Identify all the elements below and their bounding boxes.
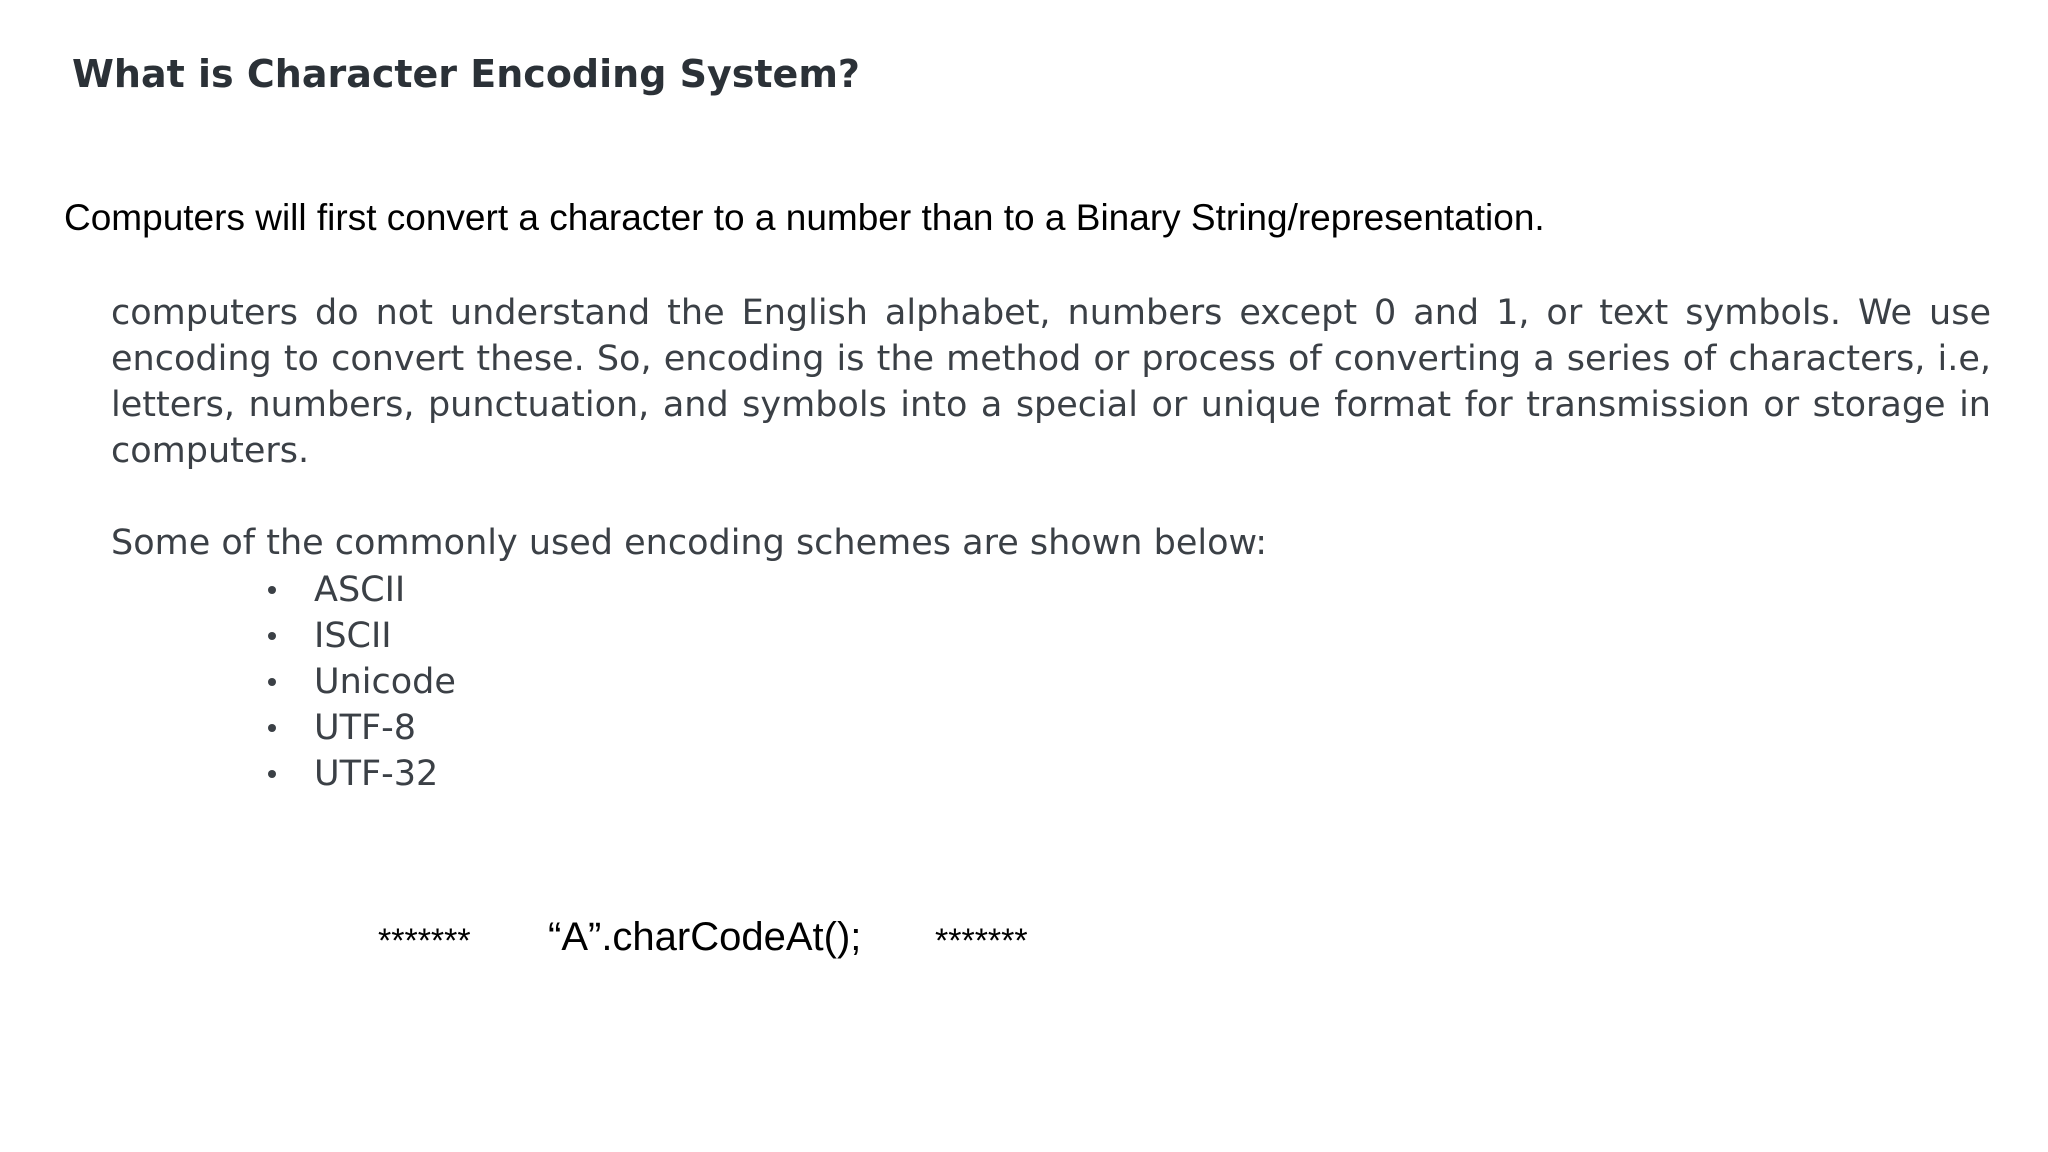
list-item <box>260 567 456 613</box>
list-item <box>260 613 456 659</box>
bullet-icon <box>268 678 276 686</box>
bullet-icon <box>268 724 276 732</box>
list-item <box>260 705 456 751</box>
scheme-label: ASCII <box>314 570 406 610</box>
code-snippet: “A”.charCodeAt(); <box>548 915 862 959</box>
encoding-description: computers do not understand the English alphabet, numbers except 0 and 1, or text symbols. We use encoding to convert these. So, encoding is the method or process of converting a series of characters, i.e, letters, numbers, punctuation, and symbols into a special or unique format for transmission or storage in computers. <box>111 293 1991 471</box>
bullet-icon <box>268 632 276 640</box>
intro-sentence: Computers will first convert a character to a number than to a Binary String/representation. <box>64 197 1545 238</box>
bullet-icon <box>268 770 276 778</box>
list-item <box>260 751 456 797</box>
scheme-label: Unicode <box>314 662 456 702</box>
stars-left: ******* <box>378 922 471 960</box>
schemes-intro: Some of the commonly used encoding schemes are shown below: <box>111 523 1268 563</box>
encoding-schemes-list <box>260 567 456 797</box>
scheme-label: UTF-8 <box>314 708 417 748</box>
stars-right: ******* <box>935 922 1028 960</box>
bullet-icon <box>268 586 276 594</box>
scheme-label: ISCII <box>314 616 392 656</box>
scheme-label: UTF-32 <box>314 754 439 794</box>
slide-title: What is Character Encoding System? <box>72 52 860 96</box>
list-item <box>260 659 456 705</box>
